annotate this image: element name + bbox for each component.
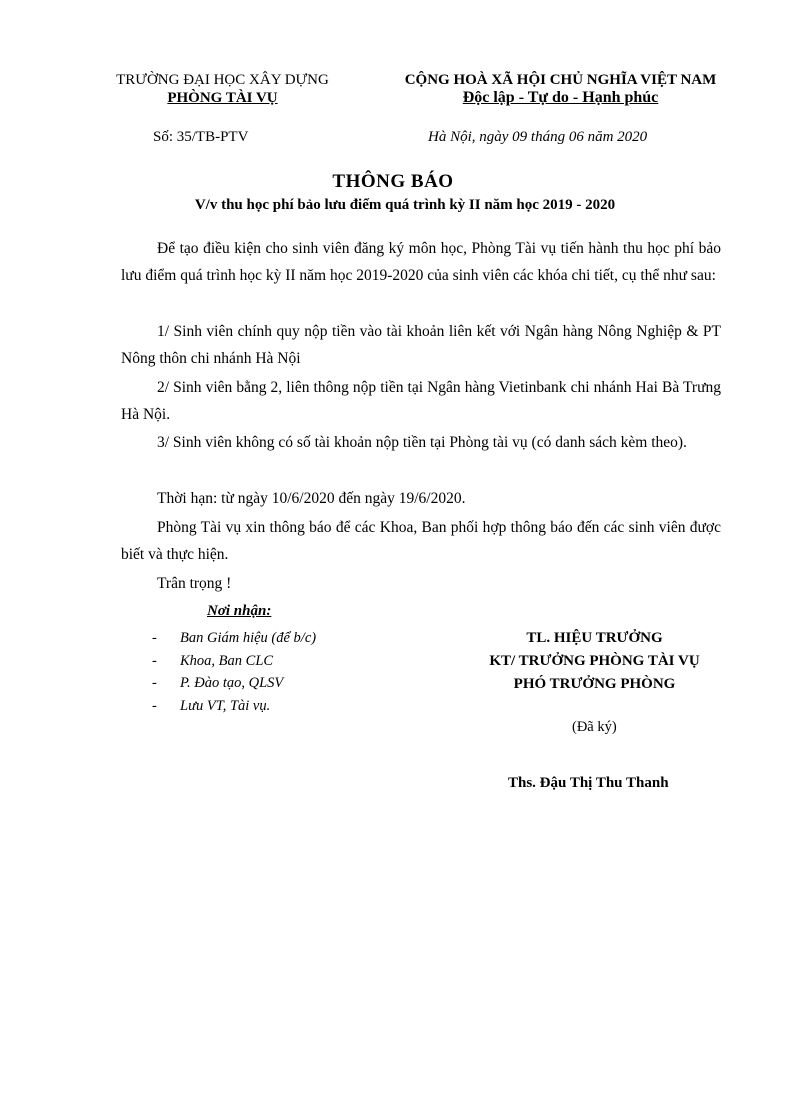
signature-line-3: PHÓ TRƯỞNG PHÒNG: [513, 676, 676, 692]
closing-paragraph: Phòng Tài vụ xin thông báo để các Khoa, Ban phối hợp thông báo đến các sinh viên được biết và thực hiện.: [121, 519, 721, 563]
recipient-text: Ban Giám hiệu (để b/c): [180, 630, 317, 646]
signer-name: Ths. Đậu Thị Thu Thanh: [508, 775, 669, 791]
list-dash: -: [152, 630, 157, 646]
header-left: [100, 71, 345, 107]
list-dash: -: [152, 652, 157, 669]
recipient-text: P. Đào tạo, QLSV: [180, 675, 284, 691]
recipients-list: [152, 627, 316, 717]
signed-note: (Đã ký): [572, 719, 617, 735]
page-title: THÔNG BÁO: [332, 171, 454, 192]
list-dash: -: [152, 675, 157, 691]
page-subtitle: V/v thu học phí bảo lưu điểm quá trình kỳ II năm học 2019 - 2020: [194, 197, 616, 213]
item-2-paragraph: 2/ Sinh viên bằng 2, liên thông nộp tiền tại Ngân hàng Vietinbank chi nhánh Hai Bà Trưng Hà Nội.: [121, 379, 721, 423]
recipients-heading: Nơi nhận:: [207, 603, 272, 619]
deadline-paragraph: Thời hạn: từ ngày 10/6/2020 đến ngày 19/6/2020.: [157, 490, 466, 507]
intro-paragraph: Để tạo điều kiện cho sinh viên đăng ký môn học, Phòng Tài vụ tiến hành thu học phí bảo lưu điểm quá trình học kỳ II năm học 2019-2020 của sinh viên các khóa chi tiết, cụ thể như sau:: [121, 240, 721, 284]
doc-number: Số: 35/TB-PTV: [153, 129, 249, 145]
item-3-paragraph: 3/ Sinh viên không có số tài khoản nộp tiền tại Phòng tài vụ (có danh sách kèm theo).: [157, 434, 687, 451]
country-name: CỘNG HOÀ XÃ HỘI CHỦ NGHĨA VIỆT NAM: [404, 72, 717, 88]
recipient-text: Lưu VT, Tài vụ.: [180, 697, 271, 714]
dept-name: PHÒNG TÀI VỤ: [167, 90, 278, 106]
list-item: [152, 627, 316, 650]
recipient-text: Khoa, Ban CLC: [180, 652, 274, 669]
regards-line: Trân trọng !: [157, 575, 232, 592]
place-date: Hà Nội, ngày 09 tháng 06 năm 2020: [428, 129, 648, 145]
list-dash: -: [152, 697, 157, 714]
list-item: [152, 672, 316, 695]
list-item: [152, 695, 316, 718]
signature-line-1: TL. HIỆU TRƯỞNG: [526, 630, 663, 646]
org-name: TRƯỜNG ĐẠI HỌC XÂY DỰNG: [116, 72, 329, 88]
list-item: [152, 650, 316, 673]
signature-line-2: KT/ TRƯỞNG PHÒNG TÀI VỤ: [489, 653, 700, 669]
header-right: [383, 71, 738, 107]
item-1-paragraph: 1/ Sinh viên chính quy nộp tiền vào tài khoản liên kết với Ngân hàng Nông Nghiệp & PT Nông thôn chi nhánh Hà Nội: [121, 323, 721, 367]
signature-block: [452, 627, 737, 696]
motto: Độc lập - Tự do - Hạnh phúc: [462, 89, 659, 106]
